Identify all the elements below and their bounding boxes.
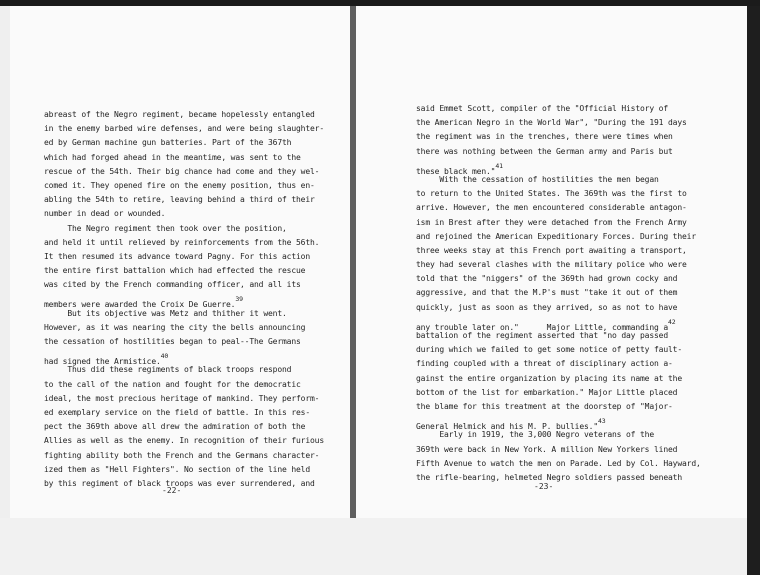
text-line: But its objective was Metz and thither it went.: [44, 308, 287, 318]
text-line: number in dead or wounded.: [44, 209, 166, 219]
scan-bottom-margin: [0, 518, 747, 575]
text-line: the American Negro in the World War", "During the 191 days: [416, 118, 687, 128]
text-line-content: members were awarded the Croix De Guerre.: [44, 300, 236, 310]
text-line: battalion of the regiment asserted that "no day passed: [416, 331, 668, 340]
text-line: Fifth Avenue to watch the men on Parade. Led by Col. Hayward,: [416, 458, 701, 468]
text-line: which had forged ahead in the meantime, was sent to the: [44, 152, 301, 162]
text-line: ized them as "Hell Fighters". No section of the line held: [44, 464, 310, 474]
text-line: the cessation of hostilities began to peal--The Germans: [44, 337, 301, 346]
text-line: to return to the United States. The 369th was the first to: [416, 189, 687, 199]
left-page-text: [44, 108, 344, 491]
text-line: there was nothing between the German army and Paris but: [416, 146, 673, 156]
text-line: With the cessation of hostilities the men began: [416, 174, 659, 184]
text-line: rescue of the 54th. Their big chance had come and they wel-: [44, 166, 320, 176]
footnote-marker: 42: [668, 317, 676, 326]
text-line-content: any trouble later on." Major Little, commanding a: [416, 322, 668, 332]
text-line: during which we failed to get some notice of petty fault-: [416, 345, 682, 355]
text-line: [44, 292, 344, 310]
text-line: However, as it was nearing the city the bells announcing: [44, 322, 306, 332]
text-line: fighting ability both the French and the Germans character-: [44, 450, 320, 460]
text-line: to the call of the nation and fought for the democratic: [44, 379, 301, 389]
text-line: aggressive, and that the M.P's must "take it out of them: [416, 288, 678, 298]
text-line: 369th were back in New York. A million New Yorkers lined: [416, 444, 678, 454]
text-line: by this regiment of black troops was ever surrendered, and: [44, 478, 315, 488]
footnote-marker: 43: [598, 417, 606, 426]
footnote-marker: 39: [235, 295, 243, 304]
text-line: in the enemy barbed wire defenses, and were being slaughter-: [44, 124, 324, 134]
text-line: Early in 1919, the 3,000 Negro veterans of the: [416, 430, 654, 440]
text-line: the regiment was in the trenches, there were times when: [416, 132, 673, 142]
text-line: The Negro regiment then took over the position,: [44, 223, 287, 233]
text-line: It then resumed its advance toward Pagny. For this action: [44, 251, 310, 261]
text-line: was cited by the French commanding officer, and all its: [44, 280, 301, 290]
text-line: [416, 159, 746, 176]
text-line-content: General Helmick and his M. P. bullies.": [416, 422, 598, 432]
text-line: Allies as well as the enemy. In recognition of their furious: [44, 436, 324, 446]
text-line: they had several clashes with the military police who were: [416, 260, 687, 270]
text-line: [416, 315, 746, 332]
page-number: -23-: [534, 482, 554, 491]
text-line: finding coupled with a threat of disciplinary action a-: [416, 359, 673, 369]
text-line: [44, 349, 344, 367]
text-line-content: these black men.": [416, 166, 496, 176]
right-page: [356, 6, 747, 518]
text-line: the rifle-bearing, helmeted Negro soldiers passed beneath: [416, 472, 682, 482]
text-line: quickly, just as soon as they arrived, so as not to have: [416, 302, 678, 312]
text-line: Thus did these regiments of black troops respond: [44, 365, 292, 375]
text-line: ideal, the most precious heritage of mankind. They perform-: [44, 393, 320, 403]
text-line: ed exemplary service on the field of battle. In this res-: [44, 407, 310, 417]
text-line: arrive. However, the men encountered considerable antagon-: [416, 203, 687, 213]
text-line: abreast of the Negro regiment, became hopelessly entangled: [44, 110, 315, 119]
text-line: the blame for this treatment at the doorstep of "Major-: [416, 401, 673, 411]
text-line: pect the 369th above all drew the admiration of both the: [44, 422, 306, 432]
text-line: the entire first battalion which had effected the rescue: [44, 266, 306, 276]
text-line: abling the 54th to retire, leaving behind a third of their: [44, 195, 315, 205]
text-line: [416, 414, 746, 432]
text-line: gainst the entire organization by placing its name at the: [416, 373, 682, 383]
footnote-marker: 40: [160, 352, 169, 361]
text-line-content: had signed the Armistice.: [44, 357, 161, 367]
text-line: three weeks stay at this French port awaiting a transport,: [416, 245, 687, 255]
text-line: said Emmet Scott, compiler of the "Official History of: [416, 104, 668, 113]
text-line: and rejoined the American Expeditionary Forces. During their: [416, 231, 696, 241]
scan-right-border: [747, 6, 760, 575]
page-number: -22-: [162, 486, 182, 495]
text-line: told that the "niggers" of the 369th had grown cocky and: [416, 274, 678, 284]
text-line: ed by German machine gun batteries. Part of the 367th: [44, 138, 292, 148]
left-page: [10, 6, 350, 518]
text-line: bottom of the list for embarkation." Major Little placed: [416, 387, 678, 397]
right-page-text: [416, 102, 746, 485]
text-line: and held it until relieved by reinforcements from the 56th.: [44, 237, 320, 247]
footnote-marker: 41: [495, 161, 503, 170]
text-line: comed it. They opened fire on the enemy position, thus en-: [44, 180, 315, 190]
text-line: ism in Brest after they were detached from the French Army: [416, 217, 687, 227]
